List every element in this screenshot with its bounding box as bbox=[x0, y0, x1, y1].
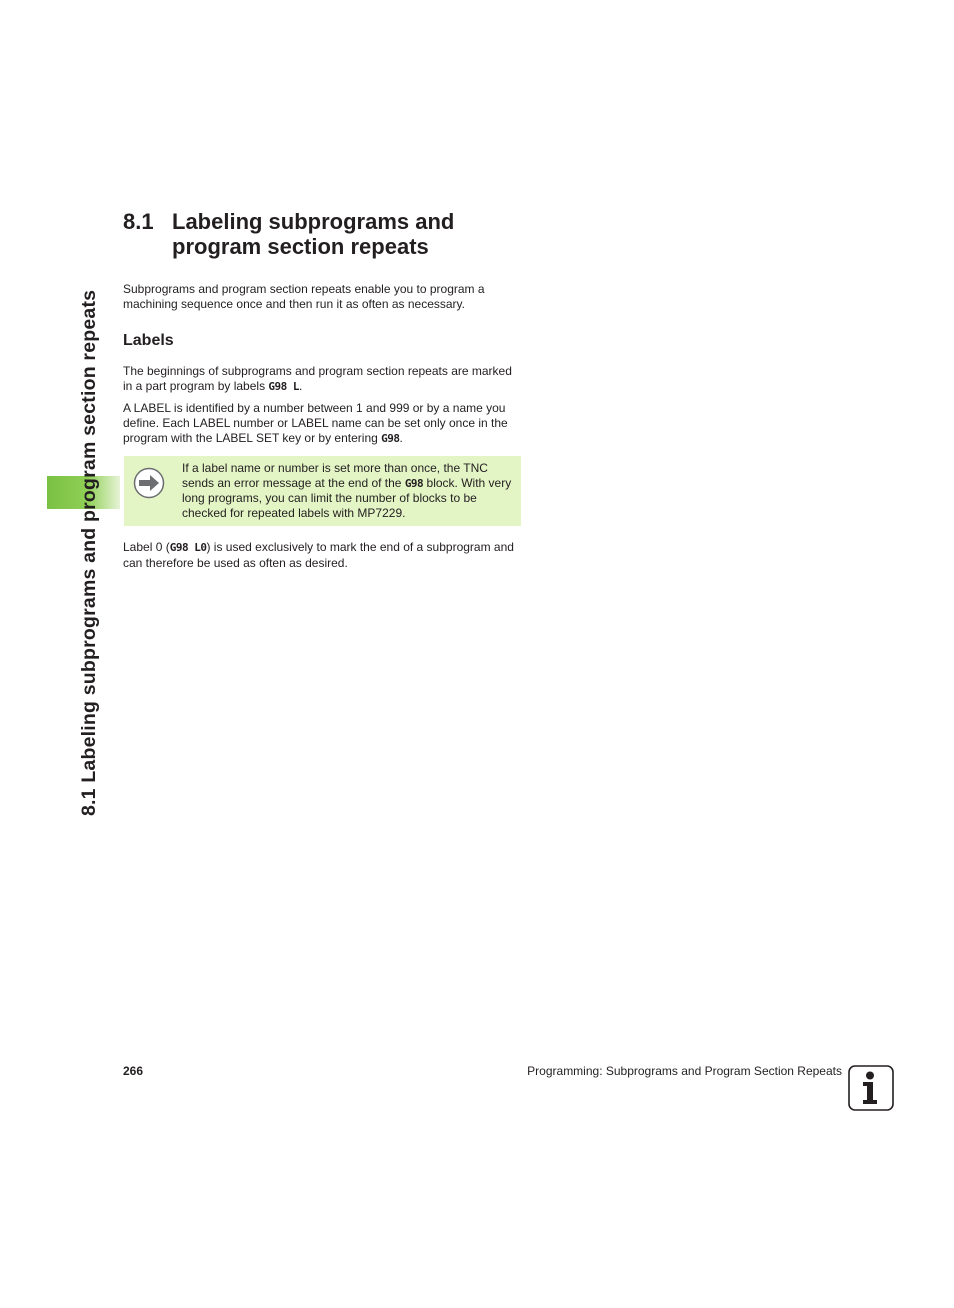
arrow-right-icon bbox=[133, 467, 165, 499]
section-heading bbox=[123, 209, 454, 259]
section-title-line1: Labeling subprograms and bbox=[172, 209, 455, 234]
page-number: 266 bbox=[123, 1064, 144, 1078]
code-g98-note: G98 bbox=[404, 476, 424, 490]
side-chapter-title: 8.1 Labeling subprograms and program section repeats bbox=[78, 289, 100, 816]
labels-paragraph-2: A LABEL is identified by a number between 1 and 999 or by a name you define. Each LABEL number or LABEL name can be set only once in the program with the LABEL SET key or by entering G98. bbox=[123, 401, 508, 445]
intro-paragraph: Subprograms and program section repeats enable you to program a machining sequence once and then run it as often as necessary. bbox=[123, 282, 485, 311]
code-g98: G98 bbox=[381, 431, 400, 445]
info-icon bbox=[848, 1065, 894, 1111]
footer-chapter-title: Programming: Subprograms and Program Section Repeats bbox=[527, 1064, 842, 1078]
labels-paragraph-3: Label 0 (G98 L0) is used exclusively to mark the end of a subprogram and can therefore be used as often as desired. bbox=[123, 540, 514, 570]
code-g98-l0: G98 L0 bbox=[169, 541, 207, 554]
labels-paragraph-1: The beginnings of subprograms and program section repeats are marked in a part program by labels G98 L. bbox=[123, 364, 512, 393]
note-text: If a label name or number is set more than once, the TNC sends an error message at the end of the G98 block. With very long programs, you can limit the number of blocks to be checked for repeated labels with MP7229. bbox=[182, 461, 512, 520]
labels-heading: Labels bbox=[123, 332, 174, 349]
section-title-line2: program section repeats bbox=[172, 234, 429, 259]
code-g98-l: G98 L bbox=[268, 379, 300, 393]
section-number: 8.1 bbox=[123, 209, 154, 234]
note-box bbox=[124, 456, 521, 526]
